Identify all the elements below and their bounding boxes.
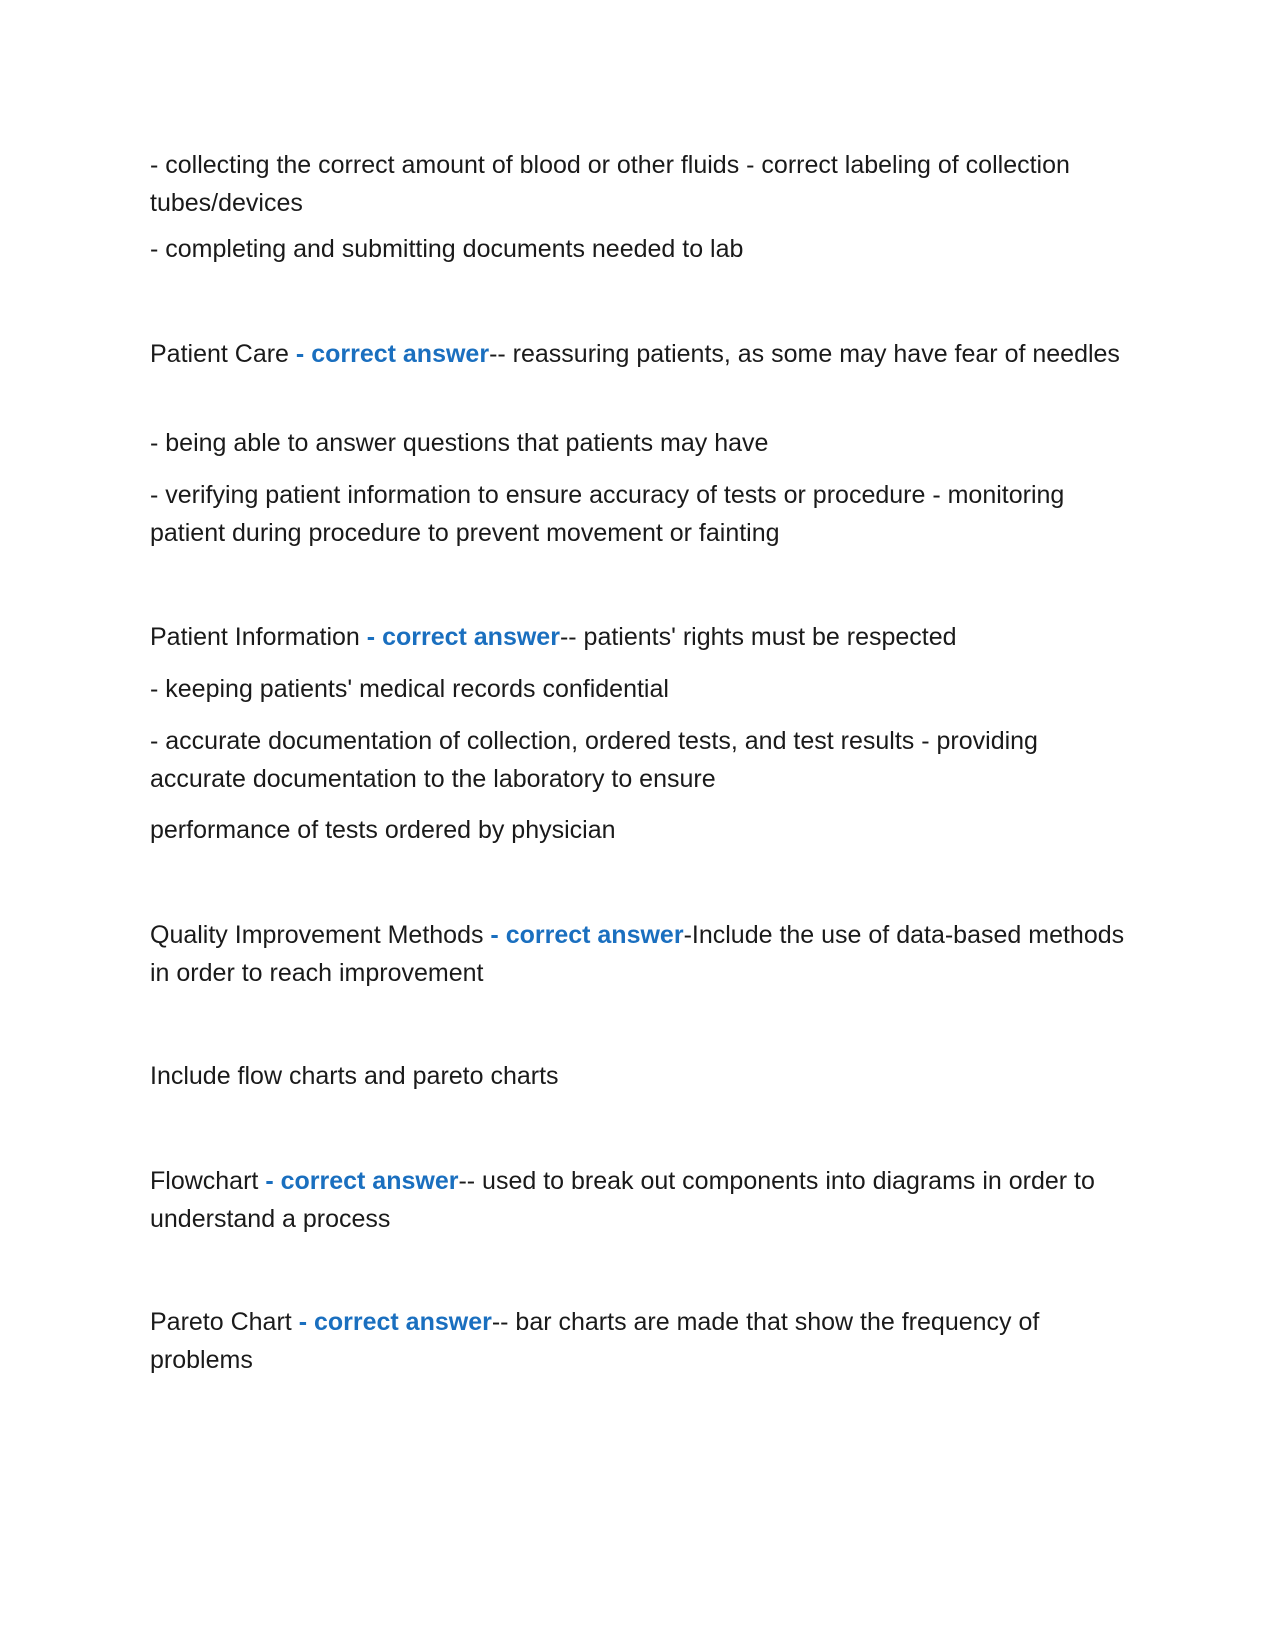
term-pareto-chart [150, 1303, 1125, 1379]
term-label: Quality Improvement Methods [150, 921, 491, 949]
answer-marker: - correct answer [295, 340, 490, 368]
paragraph-collecting: - collecting the correct amount of blood or other fluids - correct labeling of collection tubes/devices [150, 151, 1070, 217]
answer-marker: - correct answer [366, 623, 560, 651]
term-definition: -- used to break out components into diagrams in order to understand a process [150, 1167, 1095, 1233]
paragraph-include-charts: Include flow charts and pareto charts [150, 1062, 559, 1090]
term-label: Pareto Chart [150, 1308, 299, 1336]
answer-marker: - correct answer [265, 1167, 459, 1195]
paragraph-completing: - completing and submitting documents needed to lab [150, 235, 744, 263]
term-quality-improvement [150, 916, 1125, 992]
term-label: Patient Care [150, 340, 296, 368]
answer-marker: - correct answer [298, 1308, 492, 1336]
term-definition: -- reassuring patients, as some may have fear of needles [489, 340, 1120, 368]
paragraph-accurate-documentation: - accurate documentation of collection, ordered tests, and test results - providing accurate documentation to the laboratory to ensure [150, 727, 1038, 793]
term-definition: -- bar charts are made that show the frequency of problems [150, 1308, 1040, 1374]
term-label: Patient Information [150, 623, 367, 651]
term-patient-information [150, 618, 1125, 656]
paragraph-verifying: - verifying patient information to ensure accuracy of tests or procedure - monitoring patient during procedure to prevent movement or fainting [150, 481, 1065, 547]
answer-marker: - correct answer [490, 921, 684, 949]
term-label: Flowchart [150, 1167, 266, 1195]
term-flowchart [150, 1162, 1125, 1238]
paragraph-performance: performance of tests ordered by physician [150, 816, 616, 844]
paragraph-answer-questions: - being able to answer questions that patients may have [150, 429, 769, 457]
term-definition: -Include the use of data-based methods in order to reach improvement [150, 921, 1125, 987]
term-definition: -- patients' rights must be respected [559, 623, 957, 651]
term-patient-care [150, 335, 1125, 373]
paragraph-keeping-records: - keeping patients' medical records confidential [150, 675, 669, 703]
